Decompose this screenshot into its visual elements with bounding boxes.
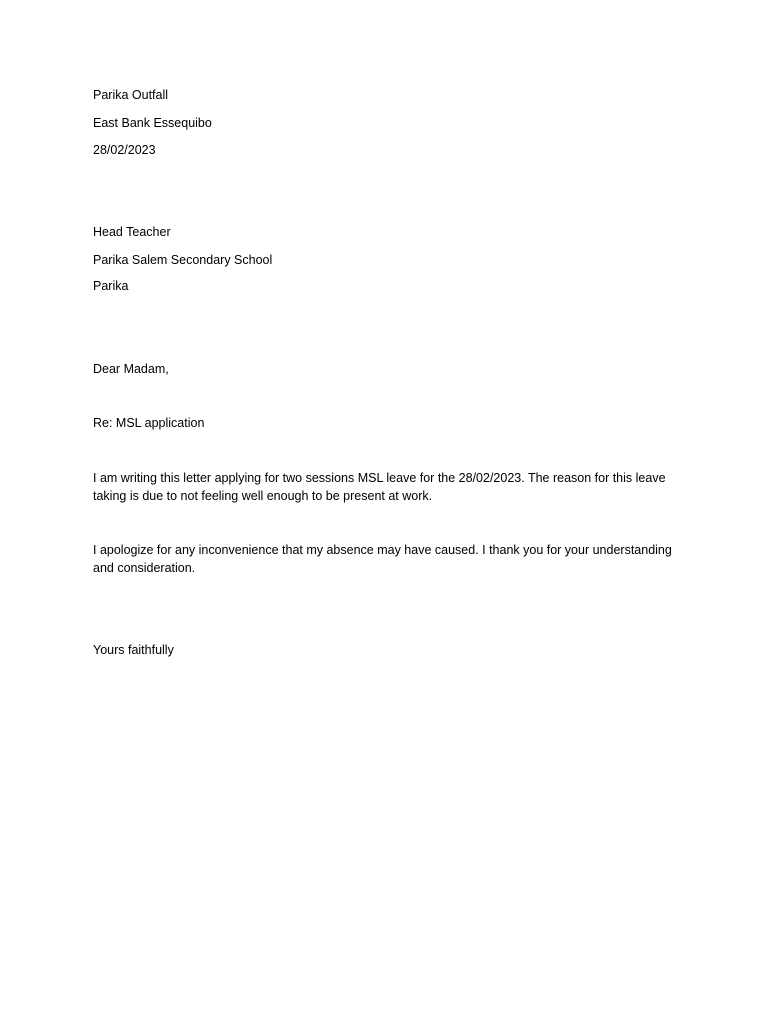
- sender-name: Parika Outfall: [93, 88, 169, 102]
- salutation: Dear Madam,: [93, 362, 169, 376]
- subject-line: Re: MSL application: [93, 416, 205, 430]
- closing: Yours faithfully: [93, 643, 174, 657]
- body-paragraph-2: I apologize for any inconvenience that my absence may have caused. I thank you for your understanding and consideration.: [93, 543, 672, 575]
- recipient-location: Parika: [93, 279, 129, 293]
- sender-address: East Bank Essequibo: [93, 116, 212, 130]
- body-paragraph-1: I am writing this letter applying for two sessions MSL leave for the 28/02/2023. The reason for this leave taking is due to not feeling well enough to be present at work.: [93, 471, 666, 503]
- recipient-title: Head Teacher: [93, 225, 171, 239]
- letter-date: 28/02/2023: [93, 143, 156, 157]
- recipient-school: Parika Salem Secondary School: [93, 253, 273, 267]
